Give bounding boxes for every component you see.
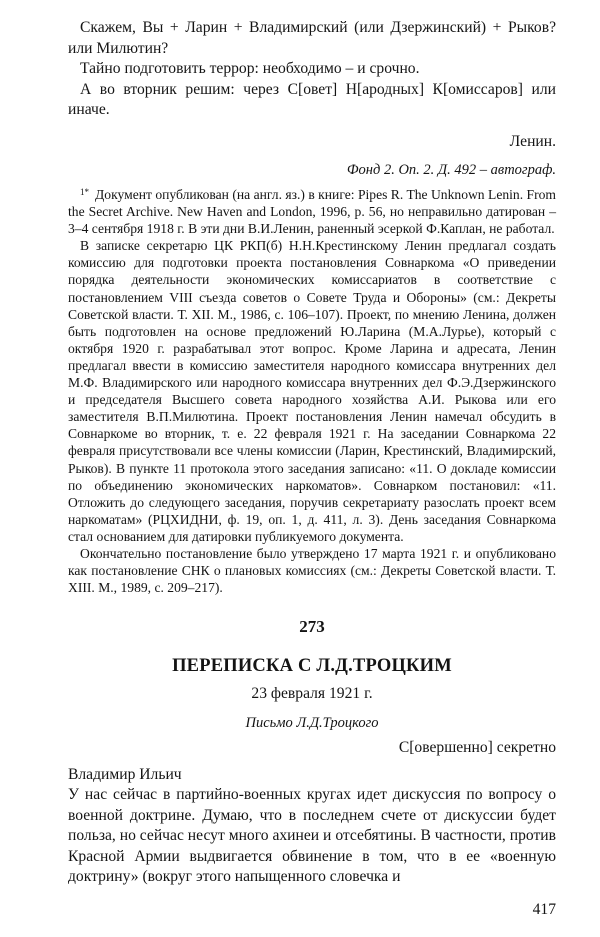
classification-mark: С[овершенно] секретно [398,739,556,757]
signature: Ленин. [509,132,556,150]
page-number: 417 [532,901,556,918]
section-title: ПЕРЕПИСКА С Л.Д.ТРОЦКИМ [172,656,452,677]
footnote-marker: 1* [80,187,89,197]
letter-body [68,785,556,888]
footnote-paragraph: Окончательно постановление было утверждено 17 марта 1921 г. и опубликовано как постановление СНК о плановых комиссиях (см.: Декреты Советской власти. Т. XIII. М., 1989, с. 209–217). [68,545,556,596]
letter-greeting: Владимир Ильич [68,766,182,784]
document-subtitle: Письмо Л.Д.Троцкого [245,715,379,732]
footnote-paragraph: В записке секретарю ЦК РКП(б) Н.Н.Крестинскому Ленин предлагал создать комиссию для подготовки проекта постановления Совнаркома «О приведении порядка деятельности экономических комиссариатов в соответствие с постановлением VIII съезда советов о Совете Труда и Обороны» (см.: Декреты Советской власти. Т. XII. М., 1986, с. 106–107). Проект, по мнению Ленина, должен быть подготовлен на основе предложений Ю.Ларина (М.А.Лурье), который с октября 1920 г. разрабатывал этот вопрос. Кроме Ларина и адресата, Ленин предлагал ввести в комиссию заместителя народного комиссара внутренних дел М.Ф. Владимирского или народного комиссара внутренних дел Ф.Э.Дзержинского и председателя Высшего совета народного хозяйства А.И. Рыкова или его заместителя В.П.Милютина. Проект постановления Ленин намечал обсудить в Совнаркоме во вторник, т. е. 22 февраля 1921 г. На заседании Совнаркома 22 февраля присутствовали все члены комиссии (Ларин, Крестинский, Владимирский, Рыков). В пункте 11 протокола этого заседания записано: «11. О докладе комиссии по объединению экономических наркоматов». Совнарком постановил: «11. Отложить до следующего заседания, поручив секретариату разослать проект всем наркоматам» (РЦХИДНИ, ф. 19, оп. 1, д. 411, л. 3). День заседания Совнаркома стал основанием для датировки публикуемого документа. [68,238,556,544]
letter-ending [68,18,556,152]
letter-paragraph: Скажем, Вы + Ларин + Владимирский (или Дзержинский) + Рыков? или Милютин? [68,19,556,57]
footnote-paragraph [68,184,556,237]
section-date: 23 февраля 1921 г. [251,685,373,703]
footnotes [68,184,556,596]
letter-paragraph: А во вторник решим: через С[овет] Н[ародных] К[омиссаров] или иначе. [68,80,556,118]
letter-body-paragraph: У нас сейчас в партийно-военных кругах идет дискуссия по вопросу о военной доктрине. Думаю, что в последнем счете от дискуссии будет польза, но сейчас несут много ахинеи и отсебятины. В частности, против Красной Армии выдвигается обвинение в том, что в ее «военную доктрину» (вокруг этого напыщенного словечка и [68,786,556,886]
letter-paragraph: Тайно подготовить террор: необходимо – и срочно. [80,60,420,77]
archive-reference: Фонд 2. Оп. 2. Д. 492 – автограф. [346,162,556,178]
footnote-text: Документ опубликован (на англ. яз.) в книге: Pipes R. The Unknown Lenin. From the Secret Archive. New Haven and London, 1996, p. 56, но неправильно датирован – 3–4 сентября 1918 г. В эти дни В.И.Ленин, раненный эсеркой Ф.Каплан, не работал. [68,187,556,237]
document-number: 273 [299,617,325,637]
